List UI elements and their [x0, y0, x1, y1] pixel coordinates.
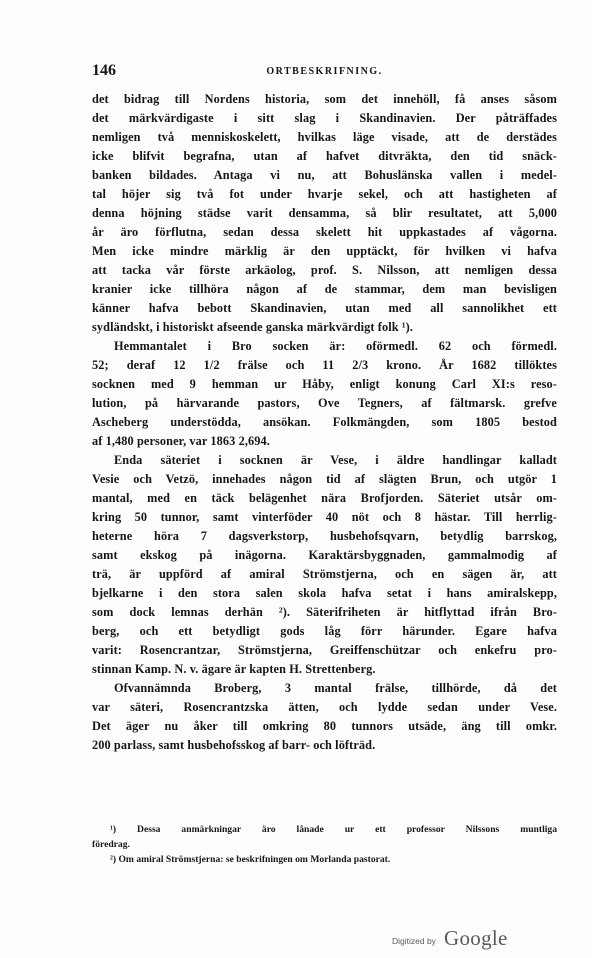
text-line: heterne höra 7 dagsverkstorp, husbehofsqvarn, betydlig barrskog, — [92, 529, 557, 543]
text-line: denna höjning städse varit densamma, så blir resultatet, att 5,000 — [92, 206, 557, 220]
text-line: trä, är uppförd af amiral Strömstjerna, och en sägen är, att — [92, 567, 557, 581]
text-line: kranier icke tillhöra någon af de stammar, dem man bevisligen — [92, 282, 557, 296]
text-line: banken bildades. Antaga vi nu, att Bohuslänska vallen i medel- — [92, 168, 557, 182]
text-line: 52; deraf 12 1/2 frälse och 11 2/3 krono. År 1682 tillöktes — [92, 358, 557, 372]
text-line: som dock lemnas derhän ²). Säterifriheten är hitflyttad ifrån Bro- — [92, 605, 557, 619]
text-line: berg, och ett betydligt gods låg förr härunder. Egare hafva — [92, 624, 557, 638]
text-line: varit: Rosencrantzar, Strömstjerna, Greiffenschützar och enkefru pro- — [92, 643, 557, 657]
text-line: nemligen två menniskoskelett, hvilkas läge visade, att de derstädes — [92, 130, 557, 144]
text-line: Hemmantalet i Bro socken är: oförmedl. 62 och förmedl. — [114, 339, 557, 353]
text-line: att tacka vår förste arkäolog, prof. S. Nilsson, att nemligen dessa — [92, 263, 557, 277]
text-line: lution, på härvarande pastors, Ove Tegners, af fältmarsk. grefve — [92, 396, 557, 410]
text-line: Enda säteriet i socknen är Vese, i äldre handlingar kalladt — [114, 453, 557, 467]
text-line: bjelkarne i den stora salen skola hafva setat i hans amiralskepp, — [92, 586, 557, 600]
text-line: tal höjer sig två fot under hvarje sekel, och att hastigheten af — [92, 187, 557, 201]
text-line: Ascheberg understödda, ansökan. Folkmängden, som 1805 bestod — [92, 415, 557, 429]
page-header — [92, 62, 557, 84]
text-line: samt ekskog på inägorna. Karaktärsbyggnaden, gammalmodig af — [92, 548, 557, 562]
watermark-caption: Digitized by — [392, 936, 436, 946]
text-line: Vesie och Vetzö, innehades någon tid af slägten Brun, och utgör 1 — [92, 472, 557, 486]
text-line: sydländskt, i historiskt afseende ganska märkvärdigt folk ¹). — [92, 320, 414, 334]
text-line: känner hafva bebott Skandinavien, utan med all sannolikhet ett — [92, 301, 557, 315]
text-line: Ofvannämnda Broberg, 3 mantal frälse, tillhörde, då det — [114, 681, 557, 695]
text-line: var säteri, Rosencrantzska ätten, och lydde sedan under Vese. — [92, 700, 557, 714]
text-line: socknen med 9 hemman ur Håby, enligt konung Carl XI:s reso- — [92, 377, 557, 391]
text-line: af 1,480 personer, var 1863 2,694. — [92, 434, 270, 448]
text-line: stinnan Kamp. N. v. ägare är kapten H. Strettenberg. — [92, 662, 376, 676]
footnote-line: föredrag. — [92, 839, 130, 850]
text-line: mantal, med en täck belägenhet nära Brofjorden. Säteriet utsår om- — [92, 491, 557, 505]
footnote-line: ²) Om amiral Strömstjerna: se beskrifningen om Morlanda pastorat. — [110, 854, 391, 865]
text-line: år äro förflutna, sedan dessa skelett hit uppkastades af vågorna. — [92, 225, 557, 239]
page-number: 146 — [92, 62, 116, 79]
body-text — [92, 90, 557, 755]
text-line: Men icke mindre märklig är den upptäckt, för hvilken vi hafva — [92, 244, 557, 258]
text-line: Det äger nu åker till omkring 80 tunnors utsäde, äng till omkr. — [92, 719, 557, 733]
running-head: ORTBESKRIFNING. — [266, 66, 383, 77]
footnotes — [92, 822, 557, 867]
text-line: 200 parlass, samt husbehofsskog af barr- och löfträd. — [92, 738, 376, 752]
text-line: kring 50 tunnor, samt vinterföder 40 nöt och 8 hästar. Till herrlig- — [92, 510, 557, 524]
google-logo: Google — [444, 926, 508, 950]
text-line: det märkvärdigaste i sitt slag i Skandinavien. Der påträffades — [92, 111, 557, 125]
digitized-watermark — [392, 924, 542, 950]
text-line: det bidrag till Nordens historia, som det innehöll, få anses såsom — [92, 92, 557, 106]
text-line: icke blifvit begrafna, utan af hafvet ditvräkta, den tid snäck- — [92, 149, 557, 163]
footnote-line: ¹) Dessa anmärkningar äro lånade ur ett professor Nilssons muntliga — [110, 824, 557, 835]
